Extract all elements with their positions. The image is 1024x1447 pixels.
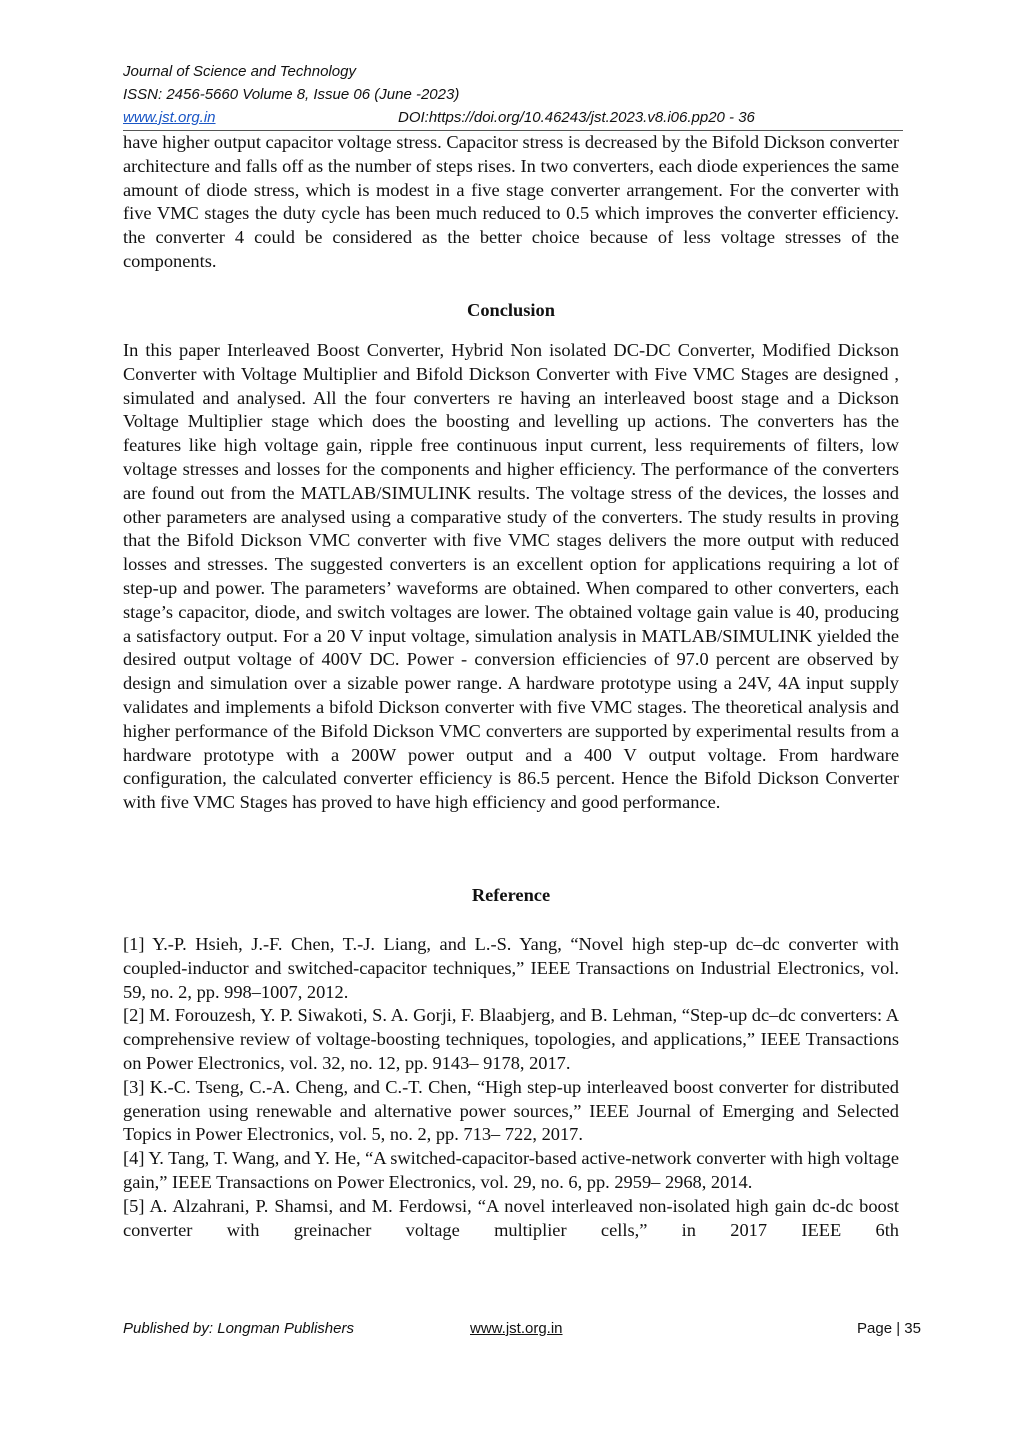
conclusion-heading: Conclusion	[467, 300, 555, 320]
reference-item: [3] K.-C. Tseng, C.-A. Cheng, and C.-T. Chen, “High step-up interleaved boost converter for distributed generation using renewable and alternative power sources,” IEEE Journal of Emerging and Selected Topics in Power Electronics, vol. 5, no. 2, pp. 713– 722, 2017.	[123, 1076, 899, 1145]
footer-publisher: Published by: Longman Publishers	[123, 1320, 354, 1337]
reference-item: [2] M. Forouzesh, Y. P. Siwakoti, S. A. Gorji, F. Blaabjerg, and B. Lehman, “Step-up dc–dc converters: A comprehensive review of voltage-boosting techniques, topologies, and applications,” IEEE Transactions on Power Electronics, vol. 32, no. 12, pp. 9143– 9178, 2017.	[123, 1005, 899, 1073]
reference-item: [4] Y. Tang, T. Wang, and Y. He, “A switched-capacitor-based active-network converter with high voltage gain,” IEEE Transactions on Power Electronics, vol. 29, no. 6, pp. 2959– 2968, 2014.	[123, 1148, 899, 1192]
reference-item: [5] A. Alzahrani, P. Shamsi, and M. Ferdowsi, “A novel interleaved non-isolated high gain dc-dc boost converter with greinacher voltage multiplier cells,” in 2017 IEEE 6th	[123, 1195, 899, 1240]
journal-title: Journal of Science and Technology	[123, 63, 356, 80]
journal-issn: ISSN: 2456-5660 Volume 8, Issue 06 (June -2023)	[123, 86, 460, 103]
reference-item: [1] Y.-P. Hsieh, J.-F. Chen, T.-J. Liang, and L.-S. Yang, “Novel high step-up dc–dc converter with coupled-inductor and switched-capacitor techniques,” IEEE Transactions on Industrial Electronics, vol. 59, no. 2, pp. 998–1007, 2012.	[123, 934, 899, 1002]
page-number: Page | 35	[857, 1320, 921, 1337]
references-heading: Reference	[471, 885, 551, 905]
journal-doi: DOI:https://doi.org/10.46243/jst.2023.v8.i06.pp20 - 36	[398, 109, 755, 126]
intro-paragraph: have higher output capacitor voltage stress. Capacitor stress is decreased by the Bifold Dickson converter architecture and falls off as the number of steps rises. In two converters, each diode experiences the same amount of diode stress, which is modest in a five stage converter arrangement. For the converter with five VMC stages the duty cycle has been much reduced to 0.5 which improves the converter efficiency. the converter 4 could be considered as the better choice because of less voltage stresses of the components.	[123, 132, 899, 271]
journal-website-link[interactable]: www.jst.org.in	[123, 109, 216, 126]
conclusion-paragraph: In this paper Interleaved Boost Converter, Hybrid Non isolated DC-DC Converter, Modified Dickson Converter with Voltage Multiplier and Bifold Dickson Converter with Five VMC Stages are designed , simulated and analysed. All the four converters re having an interleaved boost stage and a Dickson Voltage Multiplier stage which does the boosting and levelling up actions. The converters has the features like high voltage gain, ripple free continuous input current, less requirements of filters, low voltage stresses and losses for the components and higher efficiency. The performance of the converters are found out from the MATLAB/SIMULINK results. The voltage stress of the devices, the losses and other parameters are analysed using a comparative study of the converters. The study results in proving that the Bifold Dickson VMC converter with five VMC stages delivers the more output with reduced losses and stresses. The suggested converters is an excellent option for applications requiring a lot of step-up and power. The parameters’ waveforms are obtained. When compared to other converters, each stage’s capacitor, diode, and switch voltages are lower. The obtained voltage gain value is 40, producing a satisfactory output. For a 20 V input voltage, simulation analysis in MATLAB/SIMULINK yielded the desired output voltage of 400V DC. Power - conversion efficiencies of 97.0 percent are observed by design and simulation over a sizable power range. A hardware prototype using a 24V, 4A input supply validates and implements a bifold Dickson converter with five VMC stages. The theoretical analysis and higher performance of the Bifold Dickson VMC converters are supported by experimental results from a hardware prototype with a 200W power output and a 400 V output voltage. From hardware configuration, the calculated converter efficiency is 86.5 percent. Hence the Bifold Dickson Converter with five VMC Stages has proved to have high efficiency and good performance.	[123, 340, 899, 813]
reference-list	[123, 933, 899, 1242]
footer-website-link[interactable]: www.jst.org.in	[470, 1320, 563, 1337]
